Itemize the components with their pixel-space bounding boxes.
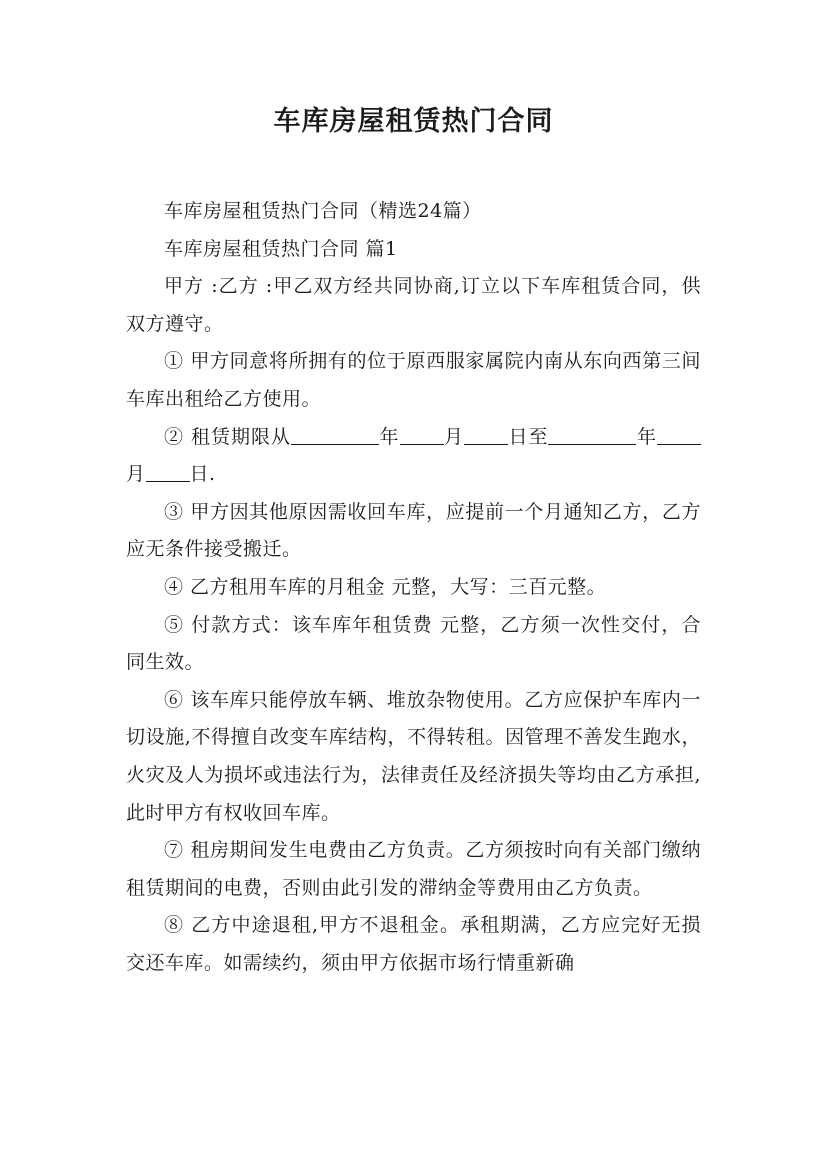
clause-8: ⑧ 乙方中途退租,甲方不退租金。承租期满，乙方应完好无损交还车库。如需续约，须由甲方依据市场行情重新确 — [126, 914, 701, 974]
blank-start-month — [400, 425, 444, 445]
blank-start-day — [464, 425, 508, 445]
clause-4: ④ 乙方租用车库的月租金 元整，大写：三百元整。 — [164, 575, 607, 598]
document-title: 车库房屋租赁热门合同 — [273, 106, 554, 137]
clause-2-month-2: 月 — [126, 463, 146, 486]
parties-paragraph: 甲方 :乙方 :甲乙双方经共同协商,订立以下车库租赁合同，供双方遵守。 — [126, 275, 701, 335]
clause-2 — [126, 419, 701, 494]
section-heading: 车库房屋租赁热门合同 篇1 — [164, 237, 398, 260]
blank-end-year — [548, 425, 636, 445]
blank-end-day — [146, 462, 190, 482]
clause-5: ⑤ 付款方式：该车库年租赁费 元整，乙方须一次性交付，合同生效。 — [126, 613, 701, 674]
clause-2-day-2: 日. — [189, 463, 216, 486]
clause-2-month-1: 月 — [443, 425, 464, 448]
clause-2-prefix: ② 租赁期限从 — [164, 425, 291, 448]
clause-2-year-1: 年 — [379, 425, 400, 448]
clause-2-day-1: 日至 — [508, 425, 549, 448]
clause-6: ⑥ 该车库只能停放车辆、堆放杂物使用。乙方应保护车库内一切设施,不得擅自改变车库结构，不得转租。因管理不善发生跑水，火灾及人为损坏或违法行为，法律责任及经济损失等均由乙方承担,此时甲方有权收回车库。 — [126, 688, 701, 824]
clause-3: ③ 甲方因其他原因需收回车库，应提前一个月通知乙方，乙方应无条件接受搬迁。 — [126, 500, 701, 561]
clause-2-year-2: 年 — [636, 425, 657, 448]
blank-start-year — [291, 425, 379, 445]
clause-7: ⑦ 租房期间发生电费由乙方负责。乙方须按时向有关部门缴纳租赁期间的电费，否则由此引发的滞纳金等费用由乙方负责。 — [126, 839, 701, 899]
clause-1: ① 甲方同意将所拥有的位于原西服家属院内南从东向西第三间车库出租给乙方使用。 — [126, 350, 701, 410]
document-body — [126, 193, 701, 982]
blank-end-month — [657, 425, 701, 445]
document-subtitle: 车库房屋租赁热门合同（精选24篇） — [164, 200, 482, 222]
